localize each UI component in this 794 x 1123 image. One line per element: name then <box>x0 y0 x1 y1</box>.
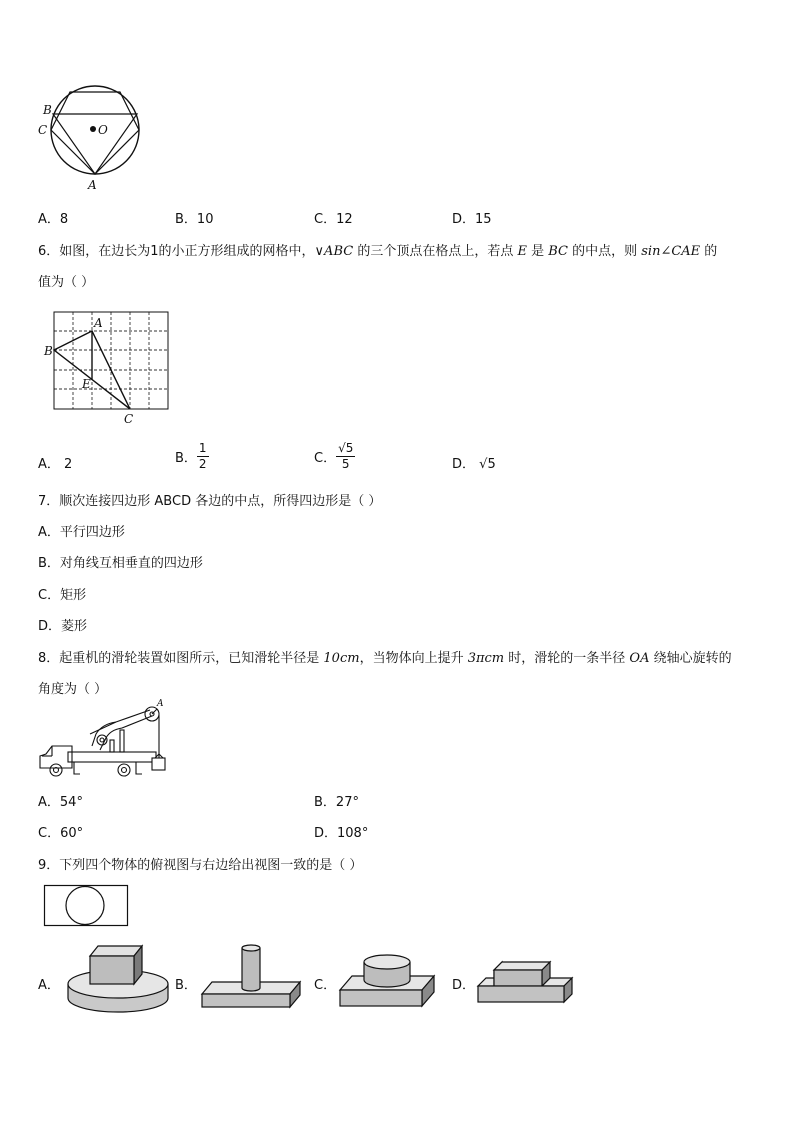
q7-option-b[interactable]: B．对角线互相垂直的四边形 <box>38 556 203 571</box>
q7-option-c[interactable]: C．矩形 <box>38 588 87 603</box>
option-letter: A． <box>38 457 60 472</box>
q9-top-view-figure <box>44 885 130 927</box>
option-text: 2 <box>64 457 73 472</box>
option-text: 54° <box>59 795 83 810</box>
q9-option-b-figure[interactable] <box>200 942 304 1012</box>
option-letter: C． <box>314 451 337 466</box>
q9-option-d-figure[interactable] <box>476 958 580 1010</box>
q5-option-a[interactable] <box>38 208 68 227</box>
q8-stem-line2: 角度为（ ） <box>38 682 108 697</box>
q6-stem-line1: 6．如图，在边长为1的小正方形组成的网格中，∨ABC 的三个顶点在格点上，若点 E 是 BC 的中点，则 sin∠CAE 的 <box>38 244 718 259</box>
label-a: A <box>157 699 164 709</box>
label-b: B <box>43 103 52 117</box>
q6-option-c[interactable] <box>314 441 355 472</box>
q6-option-b[interactable] <box>175 441 209 472</box>
q7-stem: 7．顺次连接四边形 ABCD 各边的中点，所得四边形是（ ） <box>38 494 382 509</box>
q9-option-c-figure[interactable] <box>338 950 442 1012</box>
fraction: $\frac{1}{2}$ <box>198 441 207 471</box>
label-o: O <box>98 123 108 137</box>
q8-option-a[interactable] <box>38 791 83 810</box>
q5-option-c[interactable] <box>314 208 353 227</box>
q6-grid-figure <box>40 308 175 433</box>
option-letter: B． <box>175 212 197 227</box>
q9-option-d[interactable]: D． <box>452 978 476 993</box>
option-letter: A． <box>38 212 60 227</box>
option-text: 27° <box>335 795 359 810</box>
label-b: B <box>44 344 53 358</box>
q9-option-b[interactable]: B． <box>175 978 197 993</box>
q9-option-a-figure[interactable] <box>66 942 170 1022</box>
q6-option-d[interactable] <box>452 453 496 472</box>
option-text: 108° <box>337 826 369 841</box>
option-text: 60° <box>60 826 84 841</box>
q5-circle-figure <box>36 84 146 194</box>
option-text: √5 <box>479 457 496 472</box>
q8-crane-figure <box>36 700 171 782</box>
option-letter: B． <box>314 795 336 810</box>
q6-option-a[interactable] <box>38 453 72 472</box>
option-text: 8 <box>59 212 69 227</box>
option-letter: C． <box>38 826 61 841</box>
label-a: A <box>88 178 97 192</box>
label-a: A <box>94 316 103 330</box>
fraction: $\frac{√5}{5}$ <box>338 441 354 471</box>
q5-option-d[interactable] <box>452 208 492 227</box>
q7-option-a[interactable]: A．平行四边形 <box>38 525 125 540</box>
option-text: 15 <box>475 212 492 227</box>
label-e: E <box>82 377 91 391</box>
option-letter: D． <box>314 826 338 841</box>
q5-option-b[interactable] <box>175 208 213 227</box>
q8-option-b[interactable] <box>314 791 359 810</box>
label-c: C <box>124 412 134 426</box>
q6-stem-line2: 值为（ ） <box>38 275 95 290</box>
option-letter: D． <box>452 212 476 227</box>
option-letter: D． <box>452 457 476 472</box>
q9-stem: 9．下列四个物体的俯视图与右边给出视图一致的是（ ） <box>38 858 363 873</box>
option-letter: C． <box>314 212 337 227</box>
q8-option-c[interactable] <box>38 822 83 841</box>
option-text: 12 <box>336 212 353 227</box>
q7-option-d[interactable]: D．菱形 <box>38 619 88 634</box>
q8-stem-line1: 8．起重机的滑轮装置如图所示，已知滑轮半径是 10cm，当物体向上提升 3πcm 时，滑轮的一条半径 OA 绕轴心旋转的 <box>38 651 732 666</box>
q8-option-d[interactable] <box>314 822 368 841</box>
label-c: C <box>38 123 48 137</box>
q9-option-c[interactable]: C． <box>314 978 337 993</box>
option-text: 10 <box>196 212 214 227</box>
option-letter: B． <box>175 451 197 466</box>
q9-option-a[interactable]: A． <box>38 978 60 993</box>
option-letter: A． <box>38 795 60 810</box>
